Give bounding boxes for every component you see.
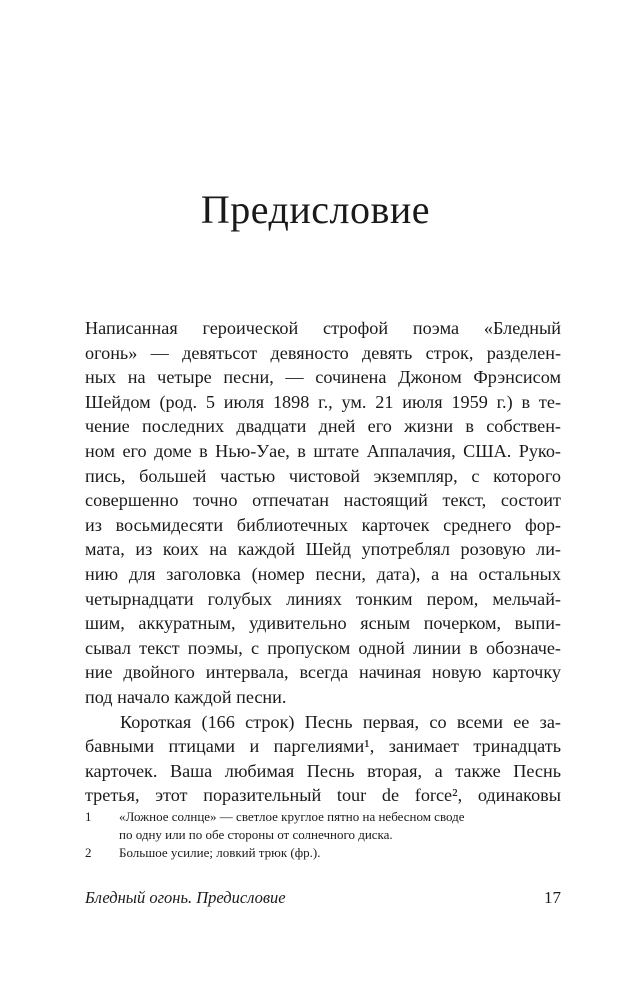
body-line: мата, из коих на каждой Шейд употреблял розовую ли- [85, 539, 561, 560]
page-number: 17 [544, 888, 561, 907]
body-line: четырнадцати голубых линиях тонким пером, мельчай- [85, 588, 561, 609]
body-line: под начало каждой песни. [85, 686, 287, 707]
body-line: Шейдом (род. 5 июля 1898 г., ум. 21 июля 1959 г.) в те- [85, 391, 561, 412]
footnote [85, 808, 561, 844]
body-line: ных на четыре песни, — сочинена Джоном Фрэнсисом [85, 367, 561, 388]
body-line: третья, этот поразительный tour de force², одинаковы [85, 785, 561, 806]
body-line: чение последних двадцати дней его жизни в собствен- [85, 416, 561, 437]
body-line: карточек. Ваша любимая Песнь вторая, а также Песнь [85, 760, 561, 781]
footnotes [85, 808, 561, 862]
footnote-line: Большое усилие; ловкий трюк (фр.). [119, 845, 321, 860]
body-line: ние двойного интервала, всегда начиная новую карточку [85, 662, 561, 683]
body-text [85, 316, 561, 808]
body-line: совершенно точно отпечатан настоящий текст, состоит [85, 490, 561, 511]
body-line: огонь» — девятьсот девяносто девять строк, разделен- [85, 342, 561, 363]
body-line: ном его доме в Нью-Уае, в штате Аппалачия, США. Руко- [85, 440, 561, 461]
footnote-line: «Ложное солнце» — светлое круглое пятно на небесном своде [119, 809, 465, 824]
body-line: пись, большей частью чистовой экземпляр, с которого [85, 465, 561, 486]
body-line: из восьмидесяти библиотечных карточек среднего фор- [85, 514, 561, 535]
chapter-title: Предисловие [200, 187, 431, 232]
body-line: бавными птицами и паргелиями¹, занимает тринадцать [85, 736, 561, 757]
body-line: Короткая (166 строк) Песнь первая, со всеми ее за- [120, 711, 561, 732]
body-line: шим, аккуратным, удивительно ясным почерком, выпи- [85, 613, 561, 634]
body-line: Написанная героической строфой поэма «Бледный [85, 318, 561, 338]
footnote-number: 2 [85, 845, 92, 860]
footnote-line: по одну или по обе стороны от солнечного диска. [119, 827, 393, 842]
body-line: нию для заголовка (номер песни, дата), а на остальных [85, 563, 561, 584]
running-title: Бледный огонь. Предисловие [85, 888, 286, 907]
body-line: сывал текст поэмы, с пропуском одной линии в обозначе- [85, 637, 561, 658]
footnote [85, 844, 561, 862]
footnote-number: 1 [85, 809, 92, 824]
